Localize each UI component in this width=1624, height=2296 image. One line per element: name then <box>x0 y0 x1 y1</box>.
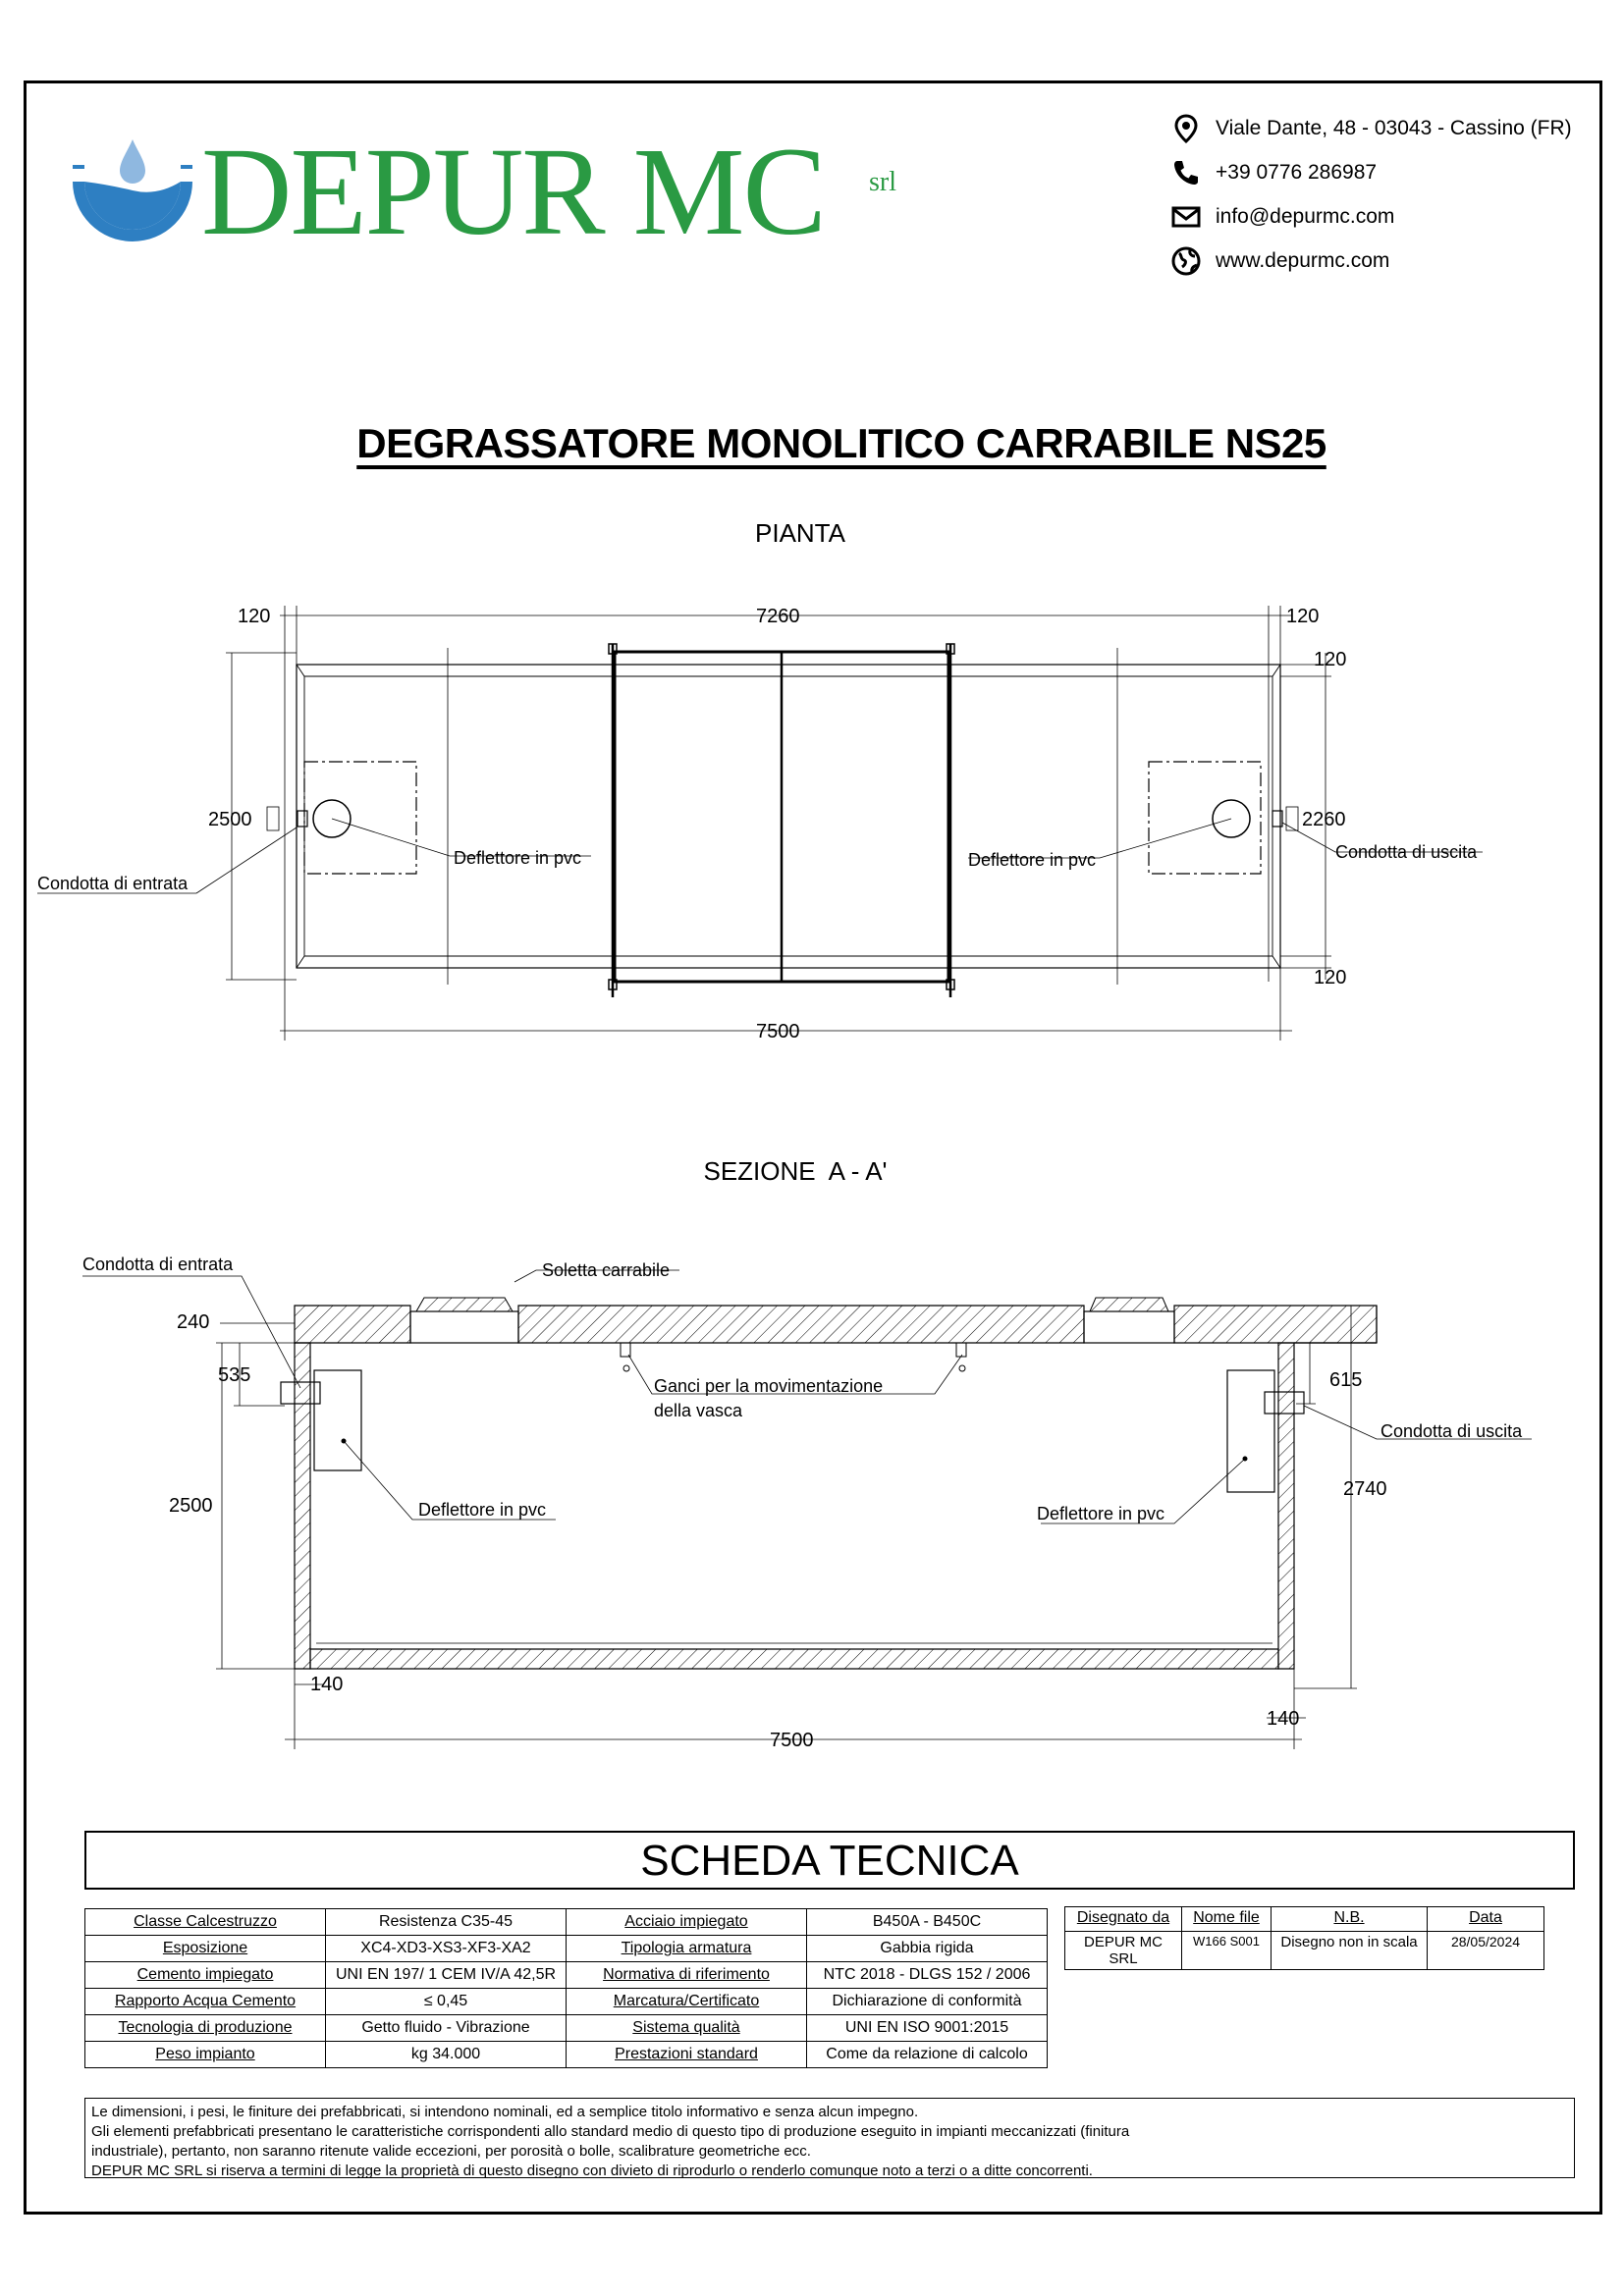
section-label-inlet: Condotta di entrata <box>82 1255 234 1274</box>
spec-key: Tipologia armatura <box>567 1936 807 1962</box>
meta-drawn-by-label: Disegnato da <box>1065 1907 1182 1932</box>
spec-key: Acciaio impiegato <box>567 1909 807 1936</box>
meta-nb: Disegno non in scala <box>1272 1932 1428 1970</box>
section-dim-wall-left: 140 <box>310 1674 344 1695</box>
brand-name: DEPUR MC <box>201 122 825 261</box>
website-text[interactable]: www.depurmc.com <box>1216 248 1390 272</box>
meta-drawn-by: DEPUR MC SRL <box>1065 1932 1182 1970</box>
spec-key: Tecnologia di produzione <box>85 2015 326 2042</box>
spec-value: XC4-XD3-XS3-XF3-XA2 <box>326 1936 567 1962</box>
section-label-deflector-right: Deflettore in pvc <box>1037 1504 1165 1523</box>
spec-key: Cemento impiegato <box>85 1962 326 1989</box>
section-dim-outlet-depth: 615 <box>1329 1369 1363 1391</box>
spec-value: B450A - B450C <box>807 1909 1048 1936</box>
note-line: DEPUR MC SRL si riserva a termini di legge la proprietà di questo disegno con divieto di riprodurlo o renderlo comunque noto a terzi o a ditte concorrenti. <box>91 2163 1093 2179</box>
plan-view <box>37 606 1483 1041</box>
section-label-hooks-2: della vasca <box>654 1401 743 1420</box>
meta-date: 28/05/2024 <box>1428 1932 1544 1970</box>
section-dim-height-left: 2500 <box>169 1495 213 1517</box>
plan-label: PIANTA <box>755 518 845 548</box>
section-dim-wall-right: 140 <box>1267 1708 1300 1730</box>
disclaimer-notes <box>84 2098 1575 2178</box>
note-line: Le dimensioni, i pesi, le finiture dei prefabbricati, si intendono nominali, ed a semplice titolo informativo e senza alcun impegno. <box>91 2104 919 2120</box>
section-dim-slab: 240 <box>177 1311 210 1333</box>
table-row <box>1065 1932 1544 1970</box>
section-dim-height-right: 2740 <box>1343 1478 1387 1500</box>
email-text[interactable]: info@depurmc.com <box>1216 204 1395 228</box>
spec-key: Esposizione <box>85 1936 326 1962</box>
spec-key: Normativa di riferimento <box>567 1962 807 1989</box>
spec-value: UNI EN 197/ 1 CEM IV/A 42,5R <box>326 1962 567 1989</box>
table-row <box>85 1962 1048 1989</box>
note-line: Gli elementi prefabbricati presentano le caratteristiche corrispondenti allo standard medio di questo tipo di produzione eseguito in impianti meccanizzati (finitura <box>91 2123 1130 2140</box>
spec-key: Marcatura/Certificato <box>567 1989 807 2015</box>
table-row <box>85 2015 1048 2042</box>
title-block-table <box>1064 1906 1544 1970</box>
plan-dimension-text <box>37 606 1478 1042</box>
section-label-outlet: Condotta di uscita <box>1380 1421 1523 1441</box>
spec-value: UNI EN ISO 9001:2015 <box>807 2015 1048 2042</box>
table-row <box>85 1936 1048 1962</box>
spec-key: Peso impianto <box>85 2042 326 2068</box>
meta-file: W166 S001 <box>1182 1932 1272 1970</box>
plan-label-deflector-right: Deflettore in pvc <box>968 850 1097 870</box>
spec-value: Resistenza C35-45 <box>326 1909 567 1936</box>
plan-dim-total-length: 7500 <box>756 1021 800 1042</box>
table-row <box>85 1909 1048 1936</box>
plan-outline <box>297 665 1280 968</box>
note-line: industriale), pertanto, non saranno ritenute valide eccezioni, per porosità o bolle, scalibrature geometriche ecc. <box>91 2143 811 2160</box>
spec-key: Prestazioni standard <box>567 2042 807 2068</box>
meta-nb-label: N.B. <box>1272 1907 1428 1932</box>
section-dim-inlet-depth: 535 <box>218 1364 251 1386</box>
spec-value: Gabbia rigida <box>807 1936 1048 1962</box>
table-row <box>85 1989 1048 2015</box>
section-label: SEZIONE A - A' <box>703 1156 888 1186</box>
plan-dim-width-right: 2260 <box>1302 809 1346 830</box>
plan-dim-inner-length: 7260 <box>756 606 800 627</box>
section-label-deflector-left: Deflettore in pvc <box>418 1500 547 1520</box>
address-text: Viale Dante, 48 - 03043 - Cassino (FR) <box>1216 116 1572 139</box>
spec-value: Getto fluido - Vibrazione <box>326 2015 567 2042</box>
brand-suffix: srl <box>869 167 896 197</box>
plan-dim-bottom-wall: 120 <box>1314 967 1347 988</box>
scheda-title: SCHEDA TECNICA <box>84 1831 1575 1890</box>
meta-date-label: Data <box>1428 1907 1544 1932</box>
section-label-hooks-1: Ganci per la movimentazione <box>654 1376 884 1396</box>
section-label-slab: Soletta carrabile <box>542 1260 671 1280</box>
section-view <box>82 1270 1532 1749</box>
spec-value: kg 34.000 <box>326 2042 567 2068</box>
plan-dim-width-left: 2500 <box>208 809 252 830</box>
spec-value: NTC 2018 - DLGS 152 / 2006 <box>807 1962 1048 1989</box>
plan-label-deflector-left: Deflettore in pvc <box>454 848 582 868</box>
plan-label-inlet: Condotta di entrata <box>37 874 189 893</box>
spec-key: Sistema qualità <box>567 2015 807 2042</box>
spec-value: ≤ 0,45 <box>326 1989 567 2015</box>
section-dim-total-length: 7500 <box>770 1730 814 1751</box>
spec-value: Come da relazione di calcolo <box>807 2042 1048 2068</box>
table-row <box>1065 1907 1544 1932</box>
plan-label-outlet: Condotta di uscita <box>1335 842 1478 862</box>
phone-text[interactable]: +39 0776 286987 <box>1216 160 1378 184</box>
plan-dim-right-offset: 120 <box>1286 606 1320 627</box>
specs-table <box>84 1908 1048 2068</box>
meta-file-label: Nome file <box>1182 1907 1272 1932</box>
plan-dim-top-wall: 120 <box>1314 649 1347 670</box>
table-row <box>85 2042 1048 2068</box>
spec-value: Dichiarazione di conformità <box>807 1989 1048 2015</box>
page-title: DEGRASSATORE MONOLITICO CARRABILE NS25 <box>356 420 1326 466</box>
spec-key: Classe Calcestruzzo <box>85 1909 326 1936</box>
plan-dim-left-offset: 120 <box>238 606 271 627</box>
spec-key: Rapporto Acqua Cemento <box>85 1989 326 2015</box>
